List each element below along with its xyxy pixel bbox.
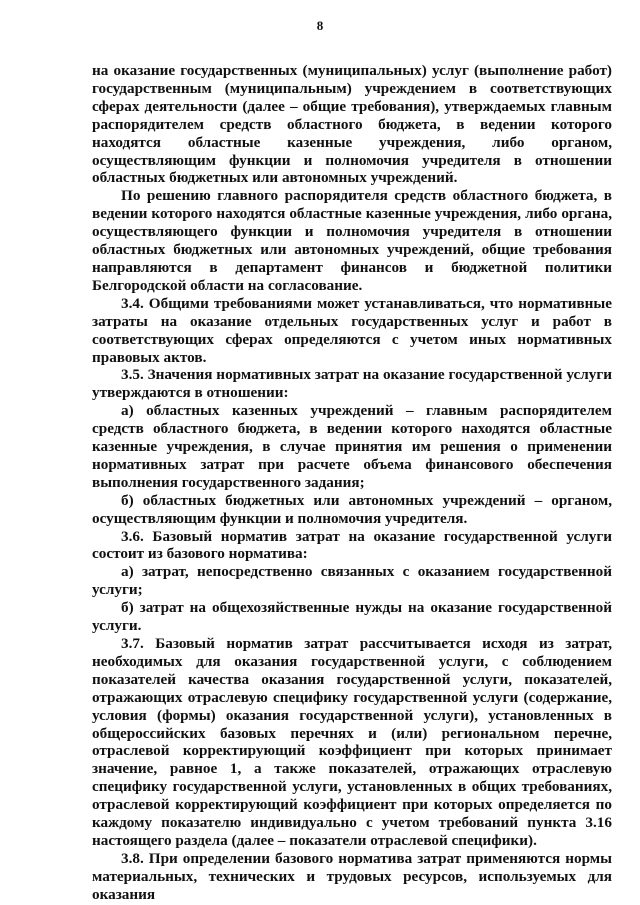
paragraph-3-6-b: б) затрат на общехозяйственные нужды на оказание государственной услуги. (92, 599, 612, 635)
document-body (92, 62, 612, 904)
paragraph-continuation: на оказание государственных (муниципальных) услуг (выполнение работ) государственным (муниципальным) учреждением в соответствующих сферах деятельности (далее – общие требования), утверждаемых главным распорядителем средств областного бюджета, в ведении которого находятся областные казенные учреждения, либо органом, осуществляющим функции и полномочия учредителя в отношении областных бюджетных или автономных учреждений. (92, 62, 612, 187)
paragraph-3-5-a: а) областных казенных учреждений – главным распорядителем средств областного бюджета, в ведении которого находятся областные казенные учреждения, в случае принятия им решения о применении нормативных затрат при расчете объема финансового обеспечения выполнения государственного задания; (92, 402, 612, 491)
paragraph-3-5-b: б) областных бюджетных или автономных учреждений – органом, осуществляющим функции и полномочия учредителя. (92, 491, 612, 527)
paragraph-3-4: 3.4. Общими требованиями может устанавливаться, что нормативные затраты на оказание отдельных государственных услуг и работ в соответствующих сферах определяются с учетом иных нормативных правовых актов. (92, 294, 612, 366)
paragraph-3-5: 3.5. Значения нормативных затрат на оказание государственной услуги утверждаются в отношении: (92, 366, 612, 402)
paragraph-approval-decision: По решению главного распорядителя средств областного бюджета, в ведении которого находятся областные казенные учреждения, либо органа, осуществляющего функции и полномочия учредителя в отношении областных бюджетных или автономных учреждений, общие требования направляются в департамент финансов и бюджетной политики Белгородской области на согласование. (92, 187, 612, 294)
paragraph-3-6: 3.6. Базовый норматив затрат на оказание государственной услуги состоит из базового норматива: (92, 527, 612, 563)
paragraph-3-8: 3.8. При определении базового норматива затрат применяются нормы материальных, технических и трудовых ресурсов, используемых для оказания (92, 849, 612, 903)
paragraph-3-6-a: а) затрат, непосредственно связанных с оказанием государственной услуги; (92, 563, 612, 599)
paragraph-3-7: 3.7. Базовый норматив затрат рассчитывается исходя из затрат, необходимых для оказания государственной услуги, с соблюдением показателей качества оказания государственной услуги, показателей, отражающих отраслевую специфику государственной услуги (содержание, условия (формы) оказания государственной услуги), установленных в общероссийских базовых перечнях и (или) региональном перечне, отраслевой корректирующий коэффициент при которых принимает значение, равное 1, а также показателей, отражающих отраслевую специфику государственной услуги, установленных в общих требованиях, отраслевой корректирующий коэффициент при которых определяется по каждому показателю индивидуально с учетом требований пункта 3.16 настоящего раздела (далее – показатели отраслевой специфики). (92, 635, 612, 849)
page-number: 8 (316, 18, 324, 33)
